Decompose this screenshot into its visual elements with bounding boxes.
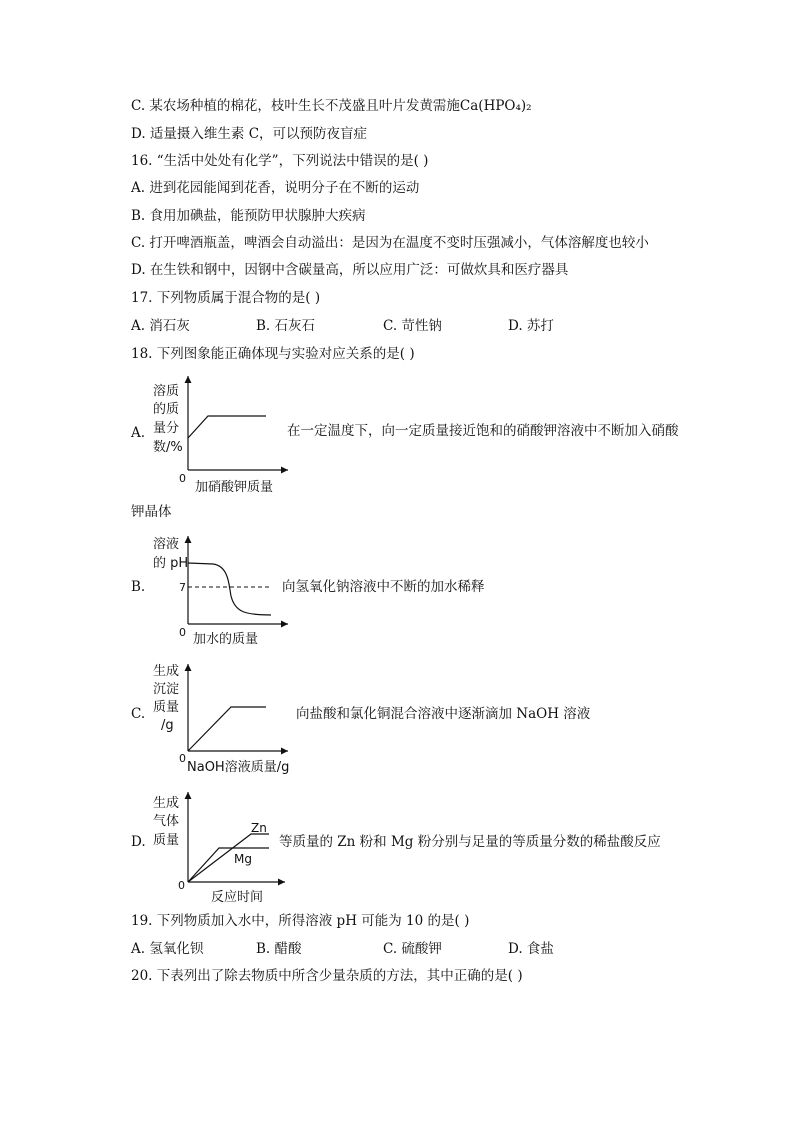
graph-b-xlabel: 加水的质量 — [193, 632, 259, 647]
q17-option-d: D. 苏打 — [508, 318, 554, 334]
graph-d-ylabel-2: 气体 — [153, 814, 180, 829]
q20-stem: 20. 下表列出了除去物质中所含少量杂质的方法，其中正确的是( ) — [131, 968, 523, 984]
q15-option-d: D. 适量摄入维生素 C，可以预防夜盲症 — [131, 126, 368, 142]
q19-option-c: C. 硫酸钾 — [383, 941, 442, 957]
q16-option-b: B. 食用加碘盐，能预防甲状腺肿大疾病 — [131, 208, 366, 224]
q19-option-a: A. 氢氧化钡 — [131, 941, 204, 957]
q15-option-c: C. 某农场种植的棉花，枝叶生长不茂盛且叶片发黄需施Ca(HPO₄)₂ — [131, 98, 532, 114]
graph-d-ylabel-3: 质量 — [153, 833, 180, 848]
graph-a-ylabel-2: 的质 — [153, 402, 180, 417]
graph-a-xlabel: 加硝酸钾质量 — [195, 480, 274, 495]
q16-stem: 16. “生活中处处有化学”，下列说法中错误的是( ) — [131, 153, 429, 169]
graph-a-curve — [188, 416, 266, 438]
graph-d-xlabel: 反应时间 — [211, 890, 264, 905]
graph-d-series-zn: Zn — [251, 821, 267, 835]
graph-a — [145, 370, 295, 498]
graph-c-xlabel: NaOH溶液质量/g — [187, 760, 290, 775]
graph-c-origin: 0 — [179, 752, 186, 765]
q17-option-b: B. 石灰石 — [256, 318, 316, 334]
graph-a-description-continued: 钾晶体 — [131, 504, 172, 520]
q18-option-b-letter: B. — [131, 579, 146, 595]
q18-stem: 18. 下列图象能正确体现与实验对应关系的是( ) — [131, 346, 415, 362]
graph-c-ylabel-3: 质量 — [153, 700, 180, 715]
graph-b-ylabel-2: 的 pH — [153, 556, 189, 571]
q18-option-a-letter: A. — [131, 425, 146, 441]
graph-c — [145, 658, 305, 778]
graph-b-curve — [188, 563, 271, 615]
graph-d — [145, 788, 295, 908]
graph-c-ylabel-1: 生成 — [153, 664, 180, 679]
graph-c-ylabel-2: 沉淀 — [153, 682, 180, 697]
q16-option-c: C. 打开啤酒瓶盖，啤酒会自动溢出：是因为在温度不变时压强减小，气体溶解度也较小 — [131, 235, 649, 251]
q16-option-a: A. 进到花园能闻到花香，说明分子在不断的运动 — [131, 180, 420, 196]
graph-d-curve-mg — [188, 848, 269, 882]
q19-option-d: D. 食盐 — [508, 941, 554, 957]
q17-option-a: A. 消石灰 — [131, 318, 190, 334]
graph-b-origin: 0 — [179, 626, 186, 639]
q18-option-c-letter: C. — [131, 706, 146, 722]
graph-a-ylabel-3: 量分 — [153, 421, 180, 436]
graph-a-description: 在一定温度下，向一定质量接近饱和的硝酸钾溶液中不断加入硝酸 — [287, 423, 679, 439]
q19-option-b: B. 醋酸 — [256, 941, 302, 957]
q19-stem: 19. 下列物质加入水中，所得溶液 pH 可能为 10 的是( ) — [131, 913, 470, 929]
q17-stem: 17. 下列物质属于混合物的是( ) — [131, 290, 321, 306]
graph-d-ylabel-1: 生成 — [153, 796, 180, 811]
graph-c-ylabel-4: /g — [161, 718, 174, 733]
graph-a-origin: 0 — [179, 472, 186, 485]
graph-d-description: 等质量的 Zn 粉和 Mg 粉分别与足量的等质量分数的稀盐酸反应 — [279, 834, 661, 850]
graph-c-description: 向盐酸和氯化铜混合溶液中逐渐滴加 NaOH 溶液 — [296, 706, 591, 722]
graph-c-curve — [188, 707, 266, 751]
graph-a-ylabel-1: 溶质 — [153, 384, 180, 399]
q18-option-d-letter: D. — [131, 834, 146, 850]
graph-b-description: 向氢氧化钠溶液中不断的加水稀释 — [282, 579, 485, 595]
q16-option-d: D. 在生铁和钢中，因钢中含碳量高，所以应用广泛：可做炊具和医疗器具 — [131, 262, 569, 278]
graph-b-ylabel-1: 溶液 — [153, 537, 180, 552]
graph-b-ytick-7: 7 — [179, 581, 186, 594]
graph-b — [145, 530, 295, 648]
graph-d-origin: 0 — [178, 879, 185, 892]
graph-d-curve-zn — [188, 834, 269, 882]
q17-option-c: C. 苛性钠 — [383, 318, 442, 334]
graph-a-ylabel-4: 数/% — [153, 440, 183, 455]
graph-d-series-mg: Mg — [234, 852, 252, 866]
